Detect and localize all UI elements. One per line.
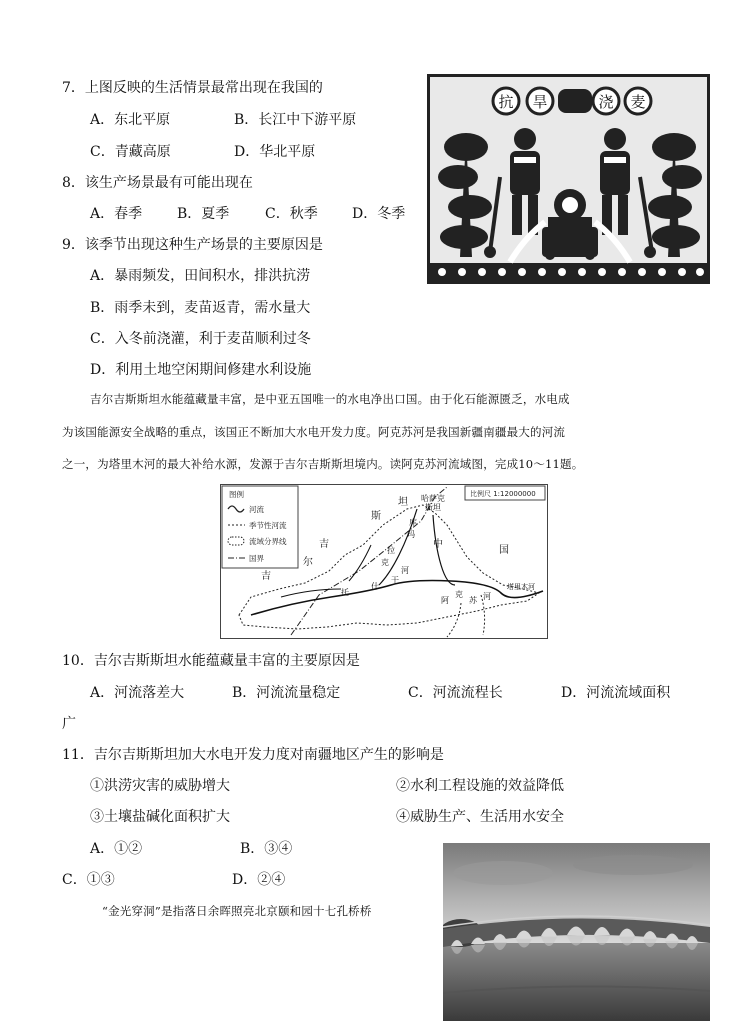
legend-seasonal-river: 季节性河流 [249, 521, 287, 530]
bridge-photo-svg [443, 843, 710, 1021]
tributary-3 [349, 545, 371, 581]
label-kazakh-2: 斯坦 [425, 503, 441, 512]
q11-option-a: A．①② [90, 841, 143, 857]
legend-national-border: 国界 [249, 554, 264, 563]
legend-title: 图例 [229, 490, 244, 499]
tributary-2 [433, 515, 455, 585]
label-si: 斯 [371, 511, 381, 522]
q7-option-c: C．青藏高原 [90, 144, 171, 160]
label-ku: 库 [409, 518, 417, 527]
q8-option-c: C．秋季 [265, 206, 318, 222]
q9-option-b: B．雨季未到，麦苗返青，需水量大 [90, 300, 311, 316]
q10-option-d-wrap: 广 [62, 716, 76, 732]
q9-stem: 9．该季节出现这种生产场景的主要原因是 [62, 237, 323, 253]
q7-option-b: B．长江中下游平原 [234, 112, 357, 128]
q9-option-a: A．暴雨频发，田间积水，排洪抗涝 [90, 268, 311, 284]
label-kazakh-1: 哈萨克 [421, 494, 445, 503]
label-ma: 玛 [407, 530, 415, 539]
legend-basin-boundary: 流域分界线 [249, 537, 287, 546]
q8-option-a: A．春季 [90, 206, 143, 222]
national-border [291, 487, 447, 635]
q7-stem: 7．上图反映的生活情景最常出现在我国的 [62, 80, 323, 96]
label-he2: 河 [483, 592, 491, 601]
label-la: 拉 [387, 546, 395, 555]
map-svg [221, 485, 547, 638]
q11-option-b: B．③④ [240, 841, 293, 857]
q10-option-d: D．河流流域面积 [561, 685, 671, 701]
label-ji2: 吉 [261, 571, 271, 582]
label-zhong: 中 [433, 539, 443, 550]
map-scale: 比例尺 1:12000000 [470, 490, 536, 498]
label-ke: 克 [381, 558, 389, 567]
tributary-4 [281, 589, 341, 597]
title-circles [493, 88, 651, 114]
seasonal-river-1 [481, 595, 485, 635]
q10-option-b: B．河流流量稳定 [232, 685, 341, 701]
label-ji: 吉 [319, 539, 329, 550]
label-tarim: 塔里木河 [507, 583, 535, 591]
q9-option-c: C．入冬前浇灌，利于麦苗顺利过冬 [90, 331, 311, 347]
q10-stem: 10．吉尔吉斯斯坦水能蕴藏量丰富的主要原因是 [62, 653, 360, 669]
label-su: 苏 [469, 596, 477, 605]
passage-1-line-2: 为该国能源安全战略的重点，该国正不断加大水电开发力度。阿克苏河是我国新疆南疆最大的河流 [62, 425, 566, 439]
papercut-char-3: 浇 [598, 93, 614, 111]
label-he: 河 [401, 566, 409, 575]
passage-2-line-1: “金光穿洞”是指落日余晖照亮北京颐和园十七孔桥桥 [102, 904, 372, 918]
label-shi: 什 [371, 582, 379, 591]
q11-item-2: ②水利工程设施的效益降低 [396, 778, 564, 794]
main-river [251, 581, 543, 616]
label-tuo: 托 [341, 588, 349, 597]
q7-option-d: D．华北平原 [234, 144, 316, 160]
papercut-artwork [430, 77, 707, 281]
label-a: 阿 [441, 596, 449, 605]
q11-item-3: ③土壤盐碱化面积扩大 [90, 809, 230, 825]
q11-item-1: ①洪涝灾害的威胁增大 [90, 778, 230, 794]
aksu-basin-map [220, 484, 548, 639]
q11-option-c: C．①③ [62, 872, 115, 888]
q7-option-a: A．东北平原 [90, 112, 171, 128]
seasonal-river-2 [447, 603, 461, 637]
passage-1-line-1: 吉尔吉斯斯坦水能蕴藏量丰富，是中亚五国唯一的水电净出口国。由于化石能源匮乏，水电成 [90, 392, 570, 406]
label-tan: 坦 [398, 497, 408, 508]
q8-option-b: B．夏季 [177, 206, 230, 222]
papercut-char-1: 抗 [498, 93, 514, 111]
passage-1-line-3: 之一，为塔里木河的最大补给水源，发源于吉尔吉斯斯坦境内。读阿克苏河流域图，完成10～11题。 [62, 457, 584, 471]
q11-item-4: ④威胁生产、生活用水安全 [396, 809, 564, 825]
seventeen-arch-bridge-photo [443, 843, 710, 1021]
label-gan: 干 [391, 576, 399, 585]
q10-option-a: A．河流落差大 [90, 685, 185, 701]
q8-option-d: D．冬季 [352, 206, 406, 222]
q9-option-d: D．利用土地空闲期间修建水利设施 [90, 362, 312, 378]
label-er: 尔 [303, 557, 313, 568]
papercut-char-4: 麦 [630, 93, 646, 111]
q8-stem: 8．该生产场景最有可能出现在 [62, 175, 253, 191]
label-guo: 国 [499, 545, 509, 556]
papercut-char-2: 旱 [532, 93, 548, 111]
q10-option-c: C．河流流程长 [408, 685, 503, 701]
papercut-image [427, 74, 710, 284]
q11-stem: 11．吉尔吉斯斯坦加大水电开发力度对南疆地区产生的影响是 [62, 747, 444, 763]
label-ke2: 克 [455, 590, 463, 599]
q11-option-d: D．②④ [232, 872, 286, 888]
legend-river: 河流 [249, 505, 264, 514]
